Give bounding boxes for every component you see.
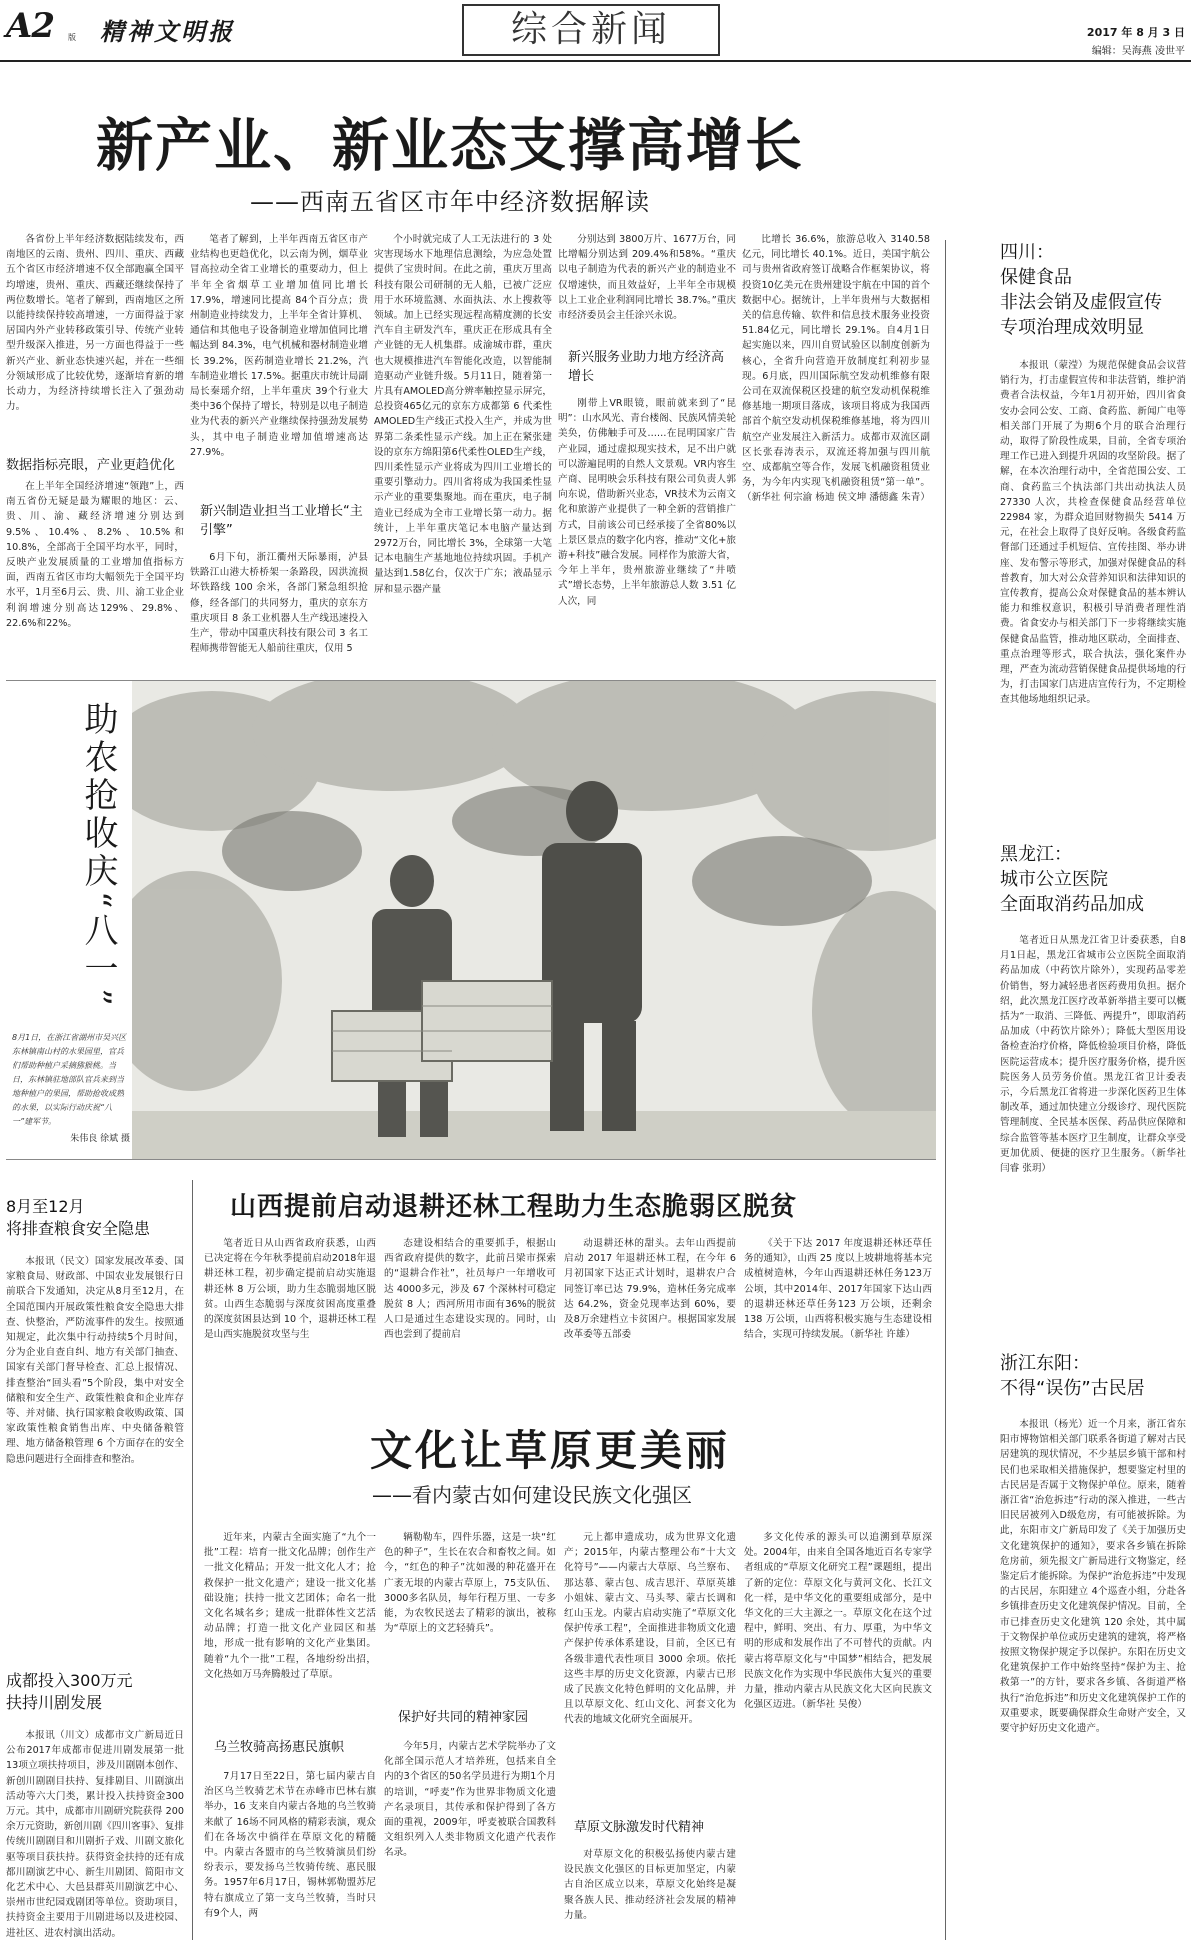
lead-paragraph: 各省份上半年经济数据陆续发布，西南地区的云南、贵州、四川、重庆、西藏五个省区市经济增速不仅全部跑赢全国平均增速，贵州、重庆、西藏还继续保持了两位数增长。笔者了解到，西南地区之所以能持续保持较高增速，一方面得益于家居国内外产业转移政策引导、传统产业转型升级深入推进，另一方面也得益于一些新兴产业、新业态快速兴起，并在一些细分领域形成了比较优势，逐渐培育新的增长动力，为经济持续增长注入了强劲动力。 (6, 234, 184, 413)
lead-column-3: 个小时就完成了人工无法进行的 3 处灾害现场水下地理信息测绘，为应急处置提供了宝贵时间。在此之前，重庆万里高科技有限公司研制的无人船，已被广泛应用于水环境监测、水面执法、水上搜救等领域。加上已经实现远程高精度测的长安汽车自主研发汽车，重庆正在形成具有全产业链的无人机集群。成渝城市群，重庆也大规模推进汽车智能化改造，以智能制造驱动产业链升级。5月11日，随着第一片具有AMOLED高分辨率触控显示屏完，总投资465亿元的京东方成都第 6 代柔性 AMOLED生产线正式投入生产，并成为世界第二条柔性显示产线。加上正在紧张建设的京东方绵阳第6代柔性OLED生产线，四川柔性显示产业将成为四川工业增长的重要引擎动力。四川省将成为我国柔性显示产业的重要集聚地。而在重庆，电子制造业已经成为全市工业增长第一动力。据统计，上半年重庆笔记本电脑产量达到2972万台，同比增长 3%，全球第一大笔记本电脑生产基地地位持续巩固。手机产量达到1.58亿台，仅次于广东；液晶显示屏和显示器产量 (374, 234, 552, 595)
left-column-divider (192, 1180, 193, 1940)
sichuan-title-line3: 非法会销及虚假宣传 (1000, 292, 1162, 313)
neimenggu-paragraph: 元上都申遗成功，成为世界文化遗产；2015年，内蒙古整理公布“十大文化符号”——内蒙古大草原、乌兰察布、那达慕、蒙古包、成吉思汗、草原英雄小姐妹、蒙古文、马头琴、蒙古长调和红山玉龙。内蒙古启动实施了“草原文化保护传承工程”，全面推进非物质文化遗产保护传承体系建设，目前，全区已有各级非遗代表性项目 3000 余项。依托这些丰厚的历史文化资源，内蒙古已形成了民族文化特色鲜明的文化品牌，并且以草原文化、红山文化、河套文化为代表的地域文化研究全面展开。 (564, 1532, 736, 1726)
masthead-logo: 精神文明报 (100, 17, 235, 46)
neimenggu-column-4: 多文化传承的源头可以追溯到草原深处。2004年，由来自全国各地近百名专家学者组成的“草原文化研究工程”课题组，提出了新的定位：草原文化与黄河文化、长江文化一样，是中华文化的重要组成部分，是中华文化的三大主源之一。草原文化在这个过程中，鲜明、突出、有力、厚重，为中华文明的形成和发展作出了不可替代的贡献。内蒙古将草原文化与“中国梦”相结合，把发展民族文化作为实现中华民族伟大复兴的重要力量，推动内蒙古从民族文化大区向民族文化强区迈进。（新华社 吴俊） (744, 1532, 932, 1711)
shanxi-headline: 山西提前启动退耕还林工程助力生态脆弱区脱贫 (230, 1192, 798, 1222)
grain-body: 本报讯（民文）国家发展改革委、国家粮食局、财政部、中国农业发展银行日前联合下发通知，决定从8月至12月，在全国范围内开展政策性粮食安全隐患大排查、快整治，严防流事件的发生。按照通知规定，此次集中行动持续5个月时间，分为企业自查自纠、地方有关部门抽查、国家有关部门督导检查、汇总上报情况、排查整治“回头看”5个阶段，集中对安全储粮和安全生产、政策性粮食和企业库存等、并对储、执行国家粮食收购政策、国家政策性粮食销售出库、中央储备粮管理、地方储备粮管理 6 个方面存在的安全隐患问题进行全面排查和整治。 (6, 1256, 184, 1465)
neimenggu-column-2 (384, 1530, 556, 1940)
photo-credit: 朱伟良 徐斌 摄 (70, 1134, 130, 1144)
lead-column-2 (190, 232, 368, 672)
neimenggu-headline: 文化让草原更美丽 (370, 1426, 731, 1475)
sichuan-title-line2: 保健食品 (1000, 267, 1072, 288)
lead-subheading-2: 新兴制造业担当工业增长“主引擎” (200, 504, 363, 538)
shanxi-column-4: 《关于下达 2017 年度退耕还林还草任务的通知》，山西 25 度以上坡耕地将基本完成植树造林，今年山西退耕还林任务123万公顷，其中2014年、2017年国家下达山西的退耕还林还草任务123 万公顷，还剩余 138 万公顷，山西将积极实施与生态建设相结合，实现可持续发展。（新华社 许雄） (744, 1238, 932, 1341)
lead-paragraph: 刚带上VR眼镜，眼前就来到了“昆明”：山水风光、青台楼阁、民族风情美轮美奂，仿佛触手可及……在昆明国家广告产业园，通过虚拟现实技术，足不出户就可以游遍昆明的自然人文景观。VR内容生产商、昆明映会乐科技有限公司负责人郭向东说，借助新兴业态，VR技术为云南文化和旅游产业提供了一种全新的营销推广方式，目前该公司已经承接了全省80%以上景区景点的数字化内容，推动“文化+旅游+科技”融合发展。同样作为旅游大省，今年上半年，贵州旅游业继续了“井喷式”增长态势，上半年旅游总人数 3.51 亿人次，同 (558, 398, 736, 607)
sichuan-body: 本报讯（蒙滢）为规范保健食品会议营销行为，打击虚假宣传和非法营销，维护消费者合法权益，今年1月初开始，四川省食安办会同公安、工商、食药监、新闻广电等相关部门开展了为期6个月的联合治理行动，取得了阶段性成果，目前，全省专项治理工作已进入到提升巩固的攻坚阶段。据了解，在本次治理行动中，全省范围公安、工商、食药监三个执法部门共出动执法人员 27330 人次，共检查保健食品经营单位 22984 家，为群众追回财物损失 5414 万元，在社会上取得了良好反响。各级食药监督部门还通过手机短信、宣传挂图、举办讲座、发布警示等形式，加强对保健食品的科普教育，加大对公众营养知识和法律知识的宣传教育，提高公众对保健食品的基本辨认能力和维权意识，积极引导消费者理性消费。省食安办与相关部门下一步将继续实施保健食品监管，推动地区联动，全面排查、重点治理等形式，联合执法，强化案件办理，严查为流动营销保健食品提供场地的行为，打击国家门店进店宣传行为，不定期检查其他场地组织记录。 (1000, 360, 1186, 706)
heilongjiang-title-line3: 全面取消药品加成 (1000, 894, 1144, 915)
right-column-divider (945, 240, 946, 1940)
zhejiang-title: 浙江东阳： (1000, 1353, 1090, 1374)
neimenggu-paragraph: 辆勒勒车，四件乐器，这是一块“红色的种子”，生长在农合和畜牧之间。如今，“红色的种子”沈如漫的种花盛开在广袤无垠的内蒙古草原上，75支队伍、3000多名队员，每年行程万里、一专多能，为农牧民送去了精彩的演出，被称为“草原上的文艺轻骑兵”。 (384, 1532, 556, 1635)
shanxi-column-1: 笔者近日从山西省政府获悉，山西已决定将在今年秋季提前启动2018年退耕还林工程，初步确定提前启动实施退耕还林 8 万公顷，助力生态脆弱地区脱贫。山西生态脆弱与深度贫困高度重叠的深度贫困县达到 10 个，退耕还林工程是山西实施脱贫攻坚与生 (204, 1238, 376, 1341)
heilongjiang-title-line2: 城市公立医院 (1000, 869, 1108, 890)
neimenggu-subheading-3: 草原文脉激发时代精神 (574, 1820, 705, 1835)
shanxi-column-2: 态建设相结合的重要抓手，根据山西省政府提供的数字，此前吕梁市探索的“退耕合作社”，社员每户一年增收可达 4000多元，涉及 67 个深林村可稳定脱贫 8 人；西河所用市面有36%的脱贫人口是通过生态建设实现的。同时，山西也尝到了提前启 (384, 1238, 556, 1341)
lead-column-4 (558, 232, 736, 672)
lead-paragraph: 笔者了解到，上半年西南五省区市产业结构也更趋优化，以云南为例，烟草业冒高拉动全省工业增长的重要动力，但上半年全省烟草工业增加值同比增长 17.9%，增速同比提高 84个百分点；贵州制造业持续发力，上半年全省计算机、通信和其他电子设备制造业增加值同比增幅达到 84.3%，电气机械和器材制造业增长 39.2%，医药制造业增长 21.2%，汽车制造业增长 17.5%。据重庆市统计局副局长秦瑶介绍，上半年重庆 39个行业大类中36个保持了增长，特别是以电子制造业为代表的新兴产业继续保持强劲发展势头，其中电子制造业增加值增速高达27.9%。 (190, 234, 368, 458)
issue-date: 2017 年 8 月 3 日 (1086, 26, 1185, 39)
page-suffix: 版 (68, 33, 76, 42)
zhejiang-body: 本报讯（杨光）近一个月来，浙江省东阳市博物馆相关部门联系各街道了解对古民居建筑的现状情况，不少基层乡镇干部和村民们也采取相关措施保护，想要鉴定村里的古民居是否属于文物保护单位。原来，随着浙江省“治危拆违”行动的深入推进，一些古旧民居被列入D级危房，有可能被拆除。为此，东阳市文广新局印发了《关于加强历史文化建筑保护的通知》，要求各乡镇在拆除危房前，须先报文广新局进行文物鉴定，经鉴定后才能拆除。为保护“治危拆违”中发现的古民居，东阳建立 4个巡查小组，分赴各乡镇排查历史文化建筑保护情况。目前，全市已排查历史文化建筑 120 余处，其中属于文物保护单位或历史建筑的建筑，将严格按照文物保护规定予以保护。东阳在历史文化建筑保护工作中始终坚持“保护为主、抢救第一”的方针，要求各乡镇、各街道严格执行“治危拆违”和历史文化建筑保护工作的双重要求，既要确保群众生命财产安全，又要守护好历史文化遗产。 (1000, 1419, 1186, 1735)
neimenggu-column-3 (564, 1530, 736, 1940)
lead-paragraph: 分别达到 3800万片、1677万台，同比增幅分别达到 209.4%和58%。“重庆以电子制造为代表的新兴产业的制造业不仅增速快，而且效益好，上半年全市规模以上工业企业利润同比增长 38.7%。”重庆市经济委员会主任涂兴永说。 (558, 234, 736, 322)
zhejiang-title-line2: 不得“误伤”古民居 (1000, 1378, 1145, 1399)
left-column (6, 1196, 184, 1939)
chengdu-body: 本报讯（川文）成都市文广新局近日公布2017年成都市促进川剧发展第一批13项立项扶持项目，涉及川剧剧本创作、新创川剧剧目扶持、复排剧目、川剧演出活动等六大门类，累计投入扶持资金300万元。其中，成都市川剧研究院获得 200 余万元资助，新创川剧《四川客事》、复排传统川剧剧目和川剧折子戏、川剧文旅化驱等项目获扶持。获得资金扶持的还有成都川剧演艺中心、新生川剧团、简阳市文化艺术中心、大邑县群英川剧演艺中心、崇州市世纪园戏剧团等单位。资助项目，扶持资金主要用于川剧进场以及进校园、进社区、进农村演出活动。 (6, 1730, 184, 1939)
right-column (1000, 240, 1186, 1940)
neimenggu-subheading-2: 保护好共同的精神家园 (398, 1710, 529, 1725)
lead-paragraph: 在上半年全国经济增速“领跑”上，西南五省份无疑是最为耀眼的地区：云、贵、川、渝、藏经济增速分别达到 9.5%、10.4%、8.2%、10.5%和10.8%，全部高于全国平均水平，同时，反映产业发展质量的工业增加值指标方面，西南五省区市均大幅领先于全国平均水平，1月至6月云、贵、川、渝工业企业利润增速分别高达129%、29.8%、22.6%和22%。 (6, 481, 184, 629)
photo-caption-panel (6, 681, 132, 1160)
lead-paragraph: 6月下旬，浙江衢州天际暴雨，泸县铁路江山港大桥桥架一条路段，因洪流损坏铁路线 100 余米，各部门紧急组织抢修，经各部门的共同努力，重庆的京东方重庆项目 8 条工业机器人生产线迅速投入生产，带动中国重庆科技有限公司 3 名工程师携带智能无人船前往重庆，仅用 5 (190, 552, 368, 655)
page-number: A2 (6, 6, 55, 46)
photo-caption: 8月1日，在浙江省湖州市吴兴区东林镇南山村的水果园里，官兵们帮助种植户采摘猕猴桃。当日，东林镇驻地部队官兵来到当地种植户的果园，帮助抢收成熟的水果，以实际行动庆祝“八一”建军节。 (12, 1033, 127, 1126)
chengdu-title: 成都投入300万元 (6, 1671, 133, 1690)
heilongjiang-body: 笔者近日从黑龙江省卫计委获悉，自8月1日起，黑龙江省城市公立医院全面取消药品加成（中药饮片除外），实现药品零差价销售，努力减轻患者医药费用负担。据介绍，此次黑龙江医疗改革新举措主要可以概括为“一取消、三降低、两提升”，即取消药品加成（中药饮片除外）；降低大型医用设备检查治疗价格，降低检验项目价格，降低医院运营成本；提升医疗服务价格，提升医院医务人员劳务价值。黑龙江省卫计委表示，今后黑龙江省将进一步深化医药卫生体制改革，通过加快建立分级诊疗、现代医院管理制度、全民基本医保、药品供应保障和综合监管等基本医疗卫生制度，让群众享受更加优质、便捷的医疗卫生服务。（新华社 闫睿 张玥） (1000, 935, 1186, 1175)
chengdu-title-line2: 扶持川剧发展 (6, 1693, 103, 1712)
grain-title: 8月至12月 (6, 1197, 85, 1216)
lead-column-5: 比增长 36.6%，旅游总收入 3140.58 亿元，同比增长 40.1%。近日，美国宇航公司与贵州省政府签订战略合作框架协议，将投资10亿美元在贵州建设宇航在中国的首个数据中心。据统计，上半年贵州与大数据相关的信息传输、软件和信息技术服务业投资51.84亿元，同比增长 29.1%。自4月1日起实施以来，四川自贸试验区以制度创新为核心，全省升向营造开放制度红利初步显现。6月底，四川国际航空发动机维修有限公司在双流保税区投建的航空发动机保税维修基地一期项目落成，该项目将成为我国西部首个航空发动机保税维修基地，将为四川航空产业发展注入新活力。成都市双流区副区长张春涛表示，双流还将加强与四川航空、成都航空等合作，发展飞机融资租赁业务，为今年内实现飞机融资租赁“第一单”。（新华社 何宗渝 杨迪 侯文坤 潘德鑫 朱青） (742, 234, 930, 504)
photo-feature (6, 680, 936, 1160)
neimenggu-subheading-1: 乌兰牧骑高扬惠民旗帜 (214, 1740, 345, 1755)
shanxi-column-3: 动退耕还林的甜头。去年山西提前启动 2017 年退耕还林工程，在今年 6 月初国家下达正式计划时，退耕农户合同签订率已达 79.9%，造林任务完成率达 64.2%，资金兑现率达到 60%，要及8万余建档立卡贫困户。根据国家发展改革委等五部委 (564, 1238, 736, 1341)
lead-subtitle: ——西南五省区市年中经济数据解读 (250, 188, 650, 216)
page-header (0, 0, 1191, 60)
neimenggu-paragraph: 对草原文化的积极弘扬使内蒙古建设民族文化强区的目标更加坚定，内蒙古自治区成立以来，草原文化始终是凝聚各族人民、推动经济社会发展的精神力量。 (564, 1849, 736, 1921)
grain-title-line2: 将排查粮食安全隐患 (6, 1219, 151, 1238)
photo-title: 助农抢收庆“八一” (78, 701, 118, 1010)
editor-credit: 编辑：吴海燕 凌世平 (1091, 46, 1185, 57)
photo-image (132, 681, 936, 1160)
header-divider (0, 60, 1191, 62)
lead-subheading-3: 新兴服务业助力地方经济高增长 (568, 350, 725, 384)
heilongjiang-title: 黑龙江： (1000, 844, 1072, 865)
neimenggu-subtitle: ——看内蒙古如何建设民族文化强区 (372, 1483, 692, 1507)
lead-column-1 (6, 232, 184, 672)
neimenggu-paragraph: 近年来，内蒙古全面实施了“九个一批”工程：培育一批文化品牌；创作生产一批文化精品；开发一批文化人才；抢救保护一批文化遗产；建设一批文化基础设施；扶持一批文艺团体；命名一批文化名城名乡；建成一批群体性文艺活动品牌；打造一批文化产业园区和基地，形成一批有影响的文化产业集团。随着“九个一批”工程，各地纷纷出招，文化热如万马奔腾般过了草原。 (204, 1532, 376, 1680)
neimenggu-column-1 (204, 1530, 376, 1940)
lead-subheading-1: 数据指标亮眼，产业更趋优化 (6, 458, 176, 473)
neimenggu-paragraph: 7月17日至22日，第七届内蒙古自治区乌兰牧骑艺术节在赤峰市巴林右旗举办，16 支来自内蒙古各地的乌兰牧骑来献了 16场不同风格的精彩表演，观众们在各场次中徜徉在草原文化的精髓中。内蒙古各盟市的乌兰牧骑演员们纷纷表示，要发扬乌兰牧骑传统、惠民服务。1957年6月17日，锡林郭勒盟苏尼特右旗成立了第一支乌兰牧骑，当时只有9个人，两 (204, 1771, 376, 1919)
lead-headline: 新产业、新业态支撑高增长 (96, 112, 804, 179)
neimenggu-paragraph: 今年5月，内蒙古艺术学院举办了文化部全国示范人才培养班，包括来自全内的3个省区的50名学员进行为期1个月的培训，“呼麦”作为世界非物质文化遗产名录项目，其传承和保护得到了各方面的重视，2009年，呼麦被联合国教科文组织列入人类非物质文化遗产代表作名录。 (384, 1741, 556, 1859)
section-title: 综合新闻 (462, 4, 720, 56)
sichuan-title-line4: 专项治理成效明显 (1000, 317, 1144, 338)
sichuan-title: 四川： (1000, 242, 1054, 263)
